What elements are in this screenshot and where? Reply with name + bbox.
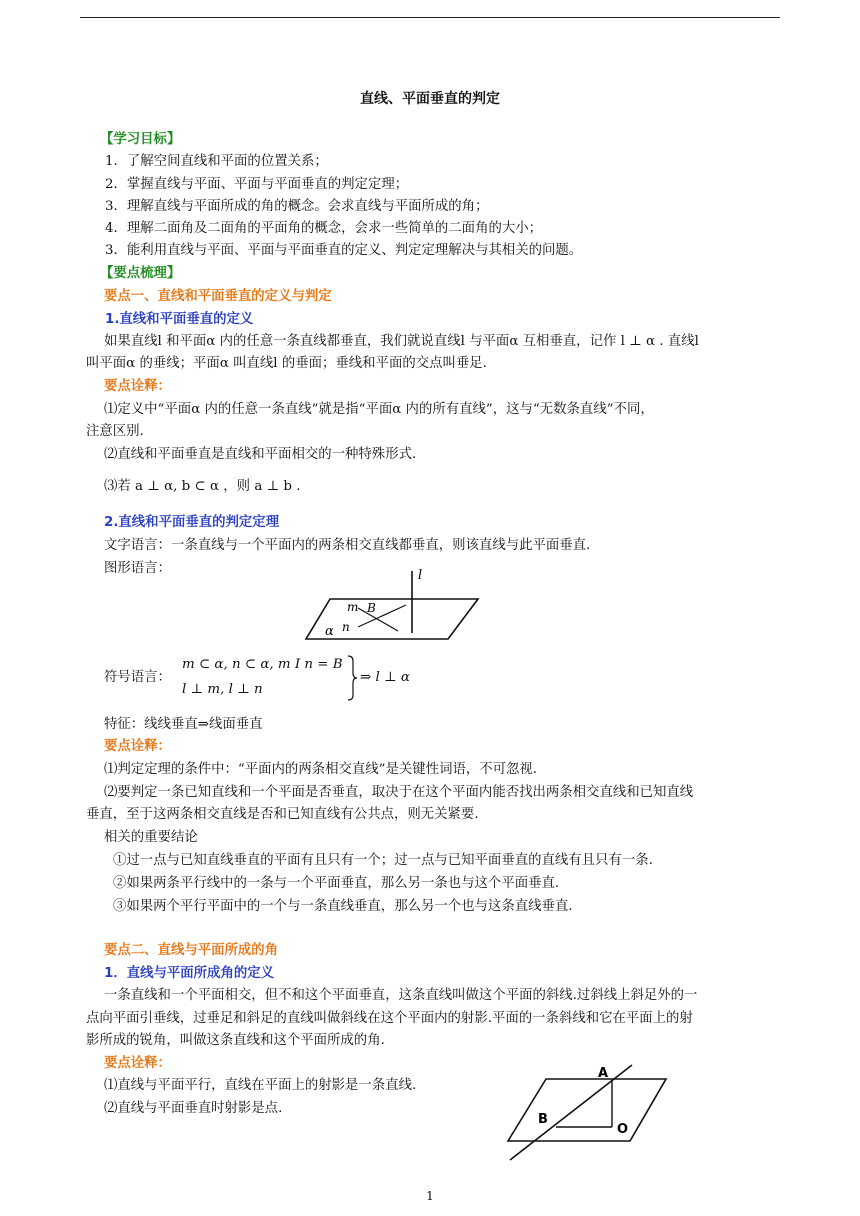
header-rule [80,17,780,18]
goal-item: 3．理解直线与平面所成的角的概念。会求直线与平面所成的角； [105,199,489,214]
label-alpha: α [325,624,334,639]
note-label: 要点诠释： [104,379,171,394]
section-heading: 要点二、直线与平面所成的角 [104,943,279,958]
note-label: 要点诠释： [104,739,171,754]
conclusion-item: ②如果两条平行线中的一条与一个平面垂直，那么另一条也与这个平面垂直. [113,876,560,891]
figure-language-label: 图形语言： [104,561,171,576]
conclusion-item: ①过一点与已知直线垂直的平面有且只有一个；过一点与已知平面垂直的直线有且只有一条. [113,853,653,868]
note-item: ⑴判定定理的条件中：“平面内的两条相交直线”是关键性词语，不可忽视. [104,762,538,777]
note-item: ⑵要判定一条已知直线和一个平面是否垂直，取决于在这个平面内能否找出两条相交直线和已知直线 [104,785,694,800]
label-B: B [367,601,376,615]
goals-header: 【学习目标】 [100,132,181,147]
label-m: m [347,600,359,614]
note-item: ⑴定义中“平面α 内的任意一条直线”就是指“平面α 内的所有直线”，这与“无数条直线”不同， [104,402,654,417]
subsection-heading: 1．直线与平面所成角的定义 [104,966,275,981]
section-heading: 要点一、直线和平面垂直的定义与判定 [104,289,332,304]
definition-line: 一条直线和一个平面相交，但不和这个平面垂直，这条直线叫做这个平面的斜线.过斜线上斜足外的一 [104,988,698,1003]
related-heading: 相关的重要结论 [104,830,198,845]
note-item: ⑵直线与平面垂直时射影是点. [104,1101,283,1116]
line-n [358,605,406,627]
plane-shape [508,1079,666,1141]
symbol-language-label: 符号语言： [104,670,171,685]
goal-item: 4．理解二面角及二面角的平面角的概念，会求一些简单的二面角的大小； [105,221,543,236]
subsection-heading: 2.直线和平面垂直的判定定理 [104,515,280,530]
label-A: A [598,1066,609,1081]
label-O: O [617,1122,629,1137]
label-B: B [538,1112,548,1127]
note-label: 要点诠释： [104,1056,171,1071]
definition-line: 点向平面引垂线，过垂足和斜足的直线叫做斜线在这个平面内的射影.平面的一条斜线和它在平面上的射 [86,1011,693,1026]
goal-item: 3．能利用直线与平面、平面与平面垂直的定义、判定定理解决与其相关的问题。 [105,243,583,258]
note-item: ⑴直线与平面平行，直线在平面上的射影是一条直线. [104,1078,417,1093]
text-language: 文字语言：一条直线与一个平面内的两条相交直线都垂直，则该直线与此平面垂直. [104,538,591,553]
conclusion-item: ③如果两个平行平面中的一个与一条直线垂直，那么另一个也与这条直线垂直. [113,899,573,914]
symbol-condition-2: l ⊥ m, l ⊥ n [182,682,263,697]
page-title: 直线、平面垂直的判定 [360,91,500,107]
feature-line: 特征：线线垂直⇒线面垂直 [104,717,263,732]
note-item: ⑵直线和平面垂直是直线和平面相交的一种特殊形式. [104,447,417,462]
label-n: n [342,620,350,634]
symbol-condition-1: m ⊂ α, n ⊂ α, m I n = B [182,657,343,672]
note-item: ⑶若 a ⊥ α, b ⊂ α ，则 a ⊥ b . [104,479,301,494]
definition-line: 叫平面α 的垂线；平面α 叫直线l 的垂面；垂线和平面的交点叫垂足. [86,356,487,371]
points-header: 【要点梳理】 [100,266,181,281]
note-item: 注意区别. [86,424,144,439]
goal-item: 2．掌握直线与平面、平面与平面垂直的判定定理； [105,177,409,192]
right-brace [346,655,358,701]
oblique-line-figure [498,1063,668,1163]
definition-line: 影所成的锐角，叫做这条直线和这个平面所成的角. [86,1033,385,1048]
subsection-heading: 1.直线和平面垂直的定义 [105,312,254,327]
page-number: 1 [426,1189,434,1203]
perpendicular-line-figure [300,565,480,645]
note-item: 垂直，至于这两条相交直线是否和已知直线有公共点，则无关紧要. [86,807,479,822]
label-l: l [418,568,423,583]
definition-line: 如果直线l 和平面α 内的任意一条直线都垂直，我们就说直线l 与平面α 互相垂直，记作 l ⊥ α . 直线l [104,334,699,349]
goal-item: 1．了解空间直线和平面的位置关系； [105,154,328,169]
symbol-result: ⇒ l ⊥ α [360,670,410,685]
